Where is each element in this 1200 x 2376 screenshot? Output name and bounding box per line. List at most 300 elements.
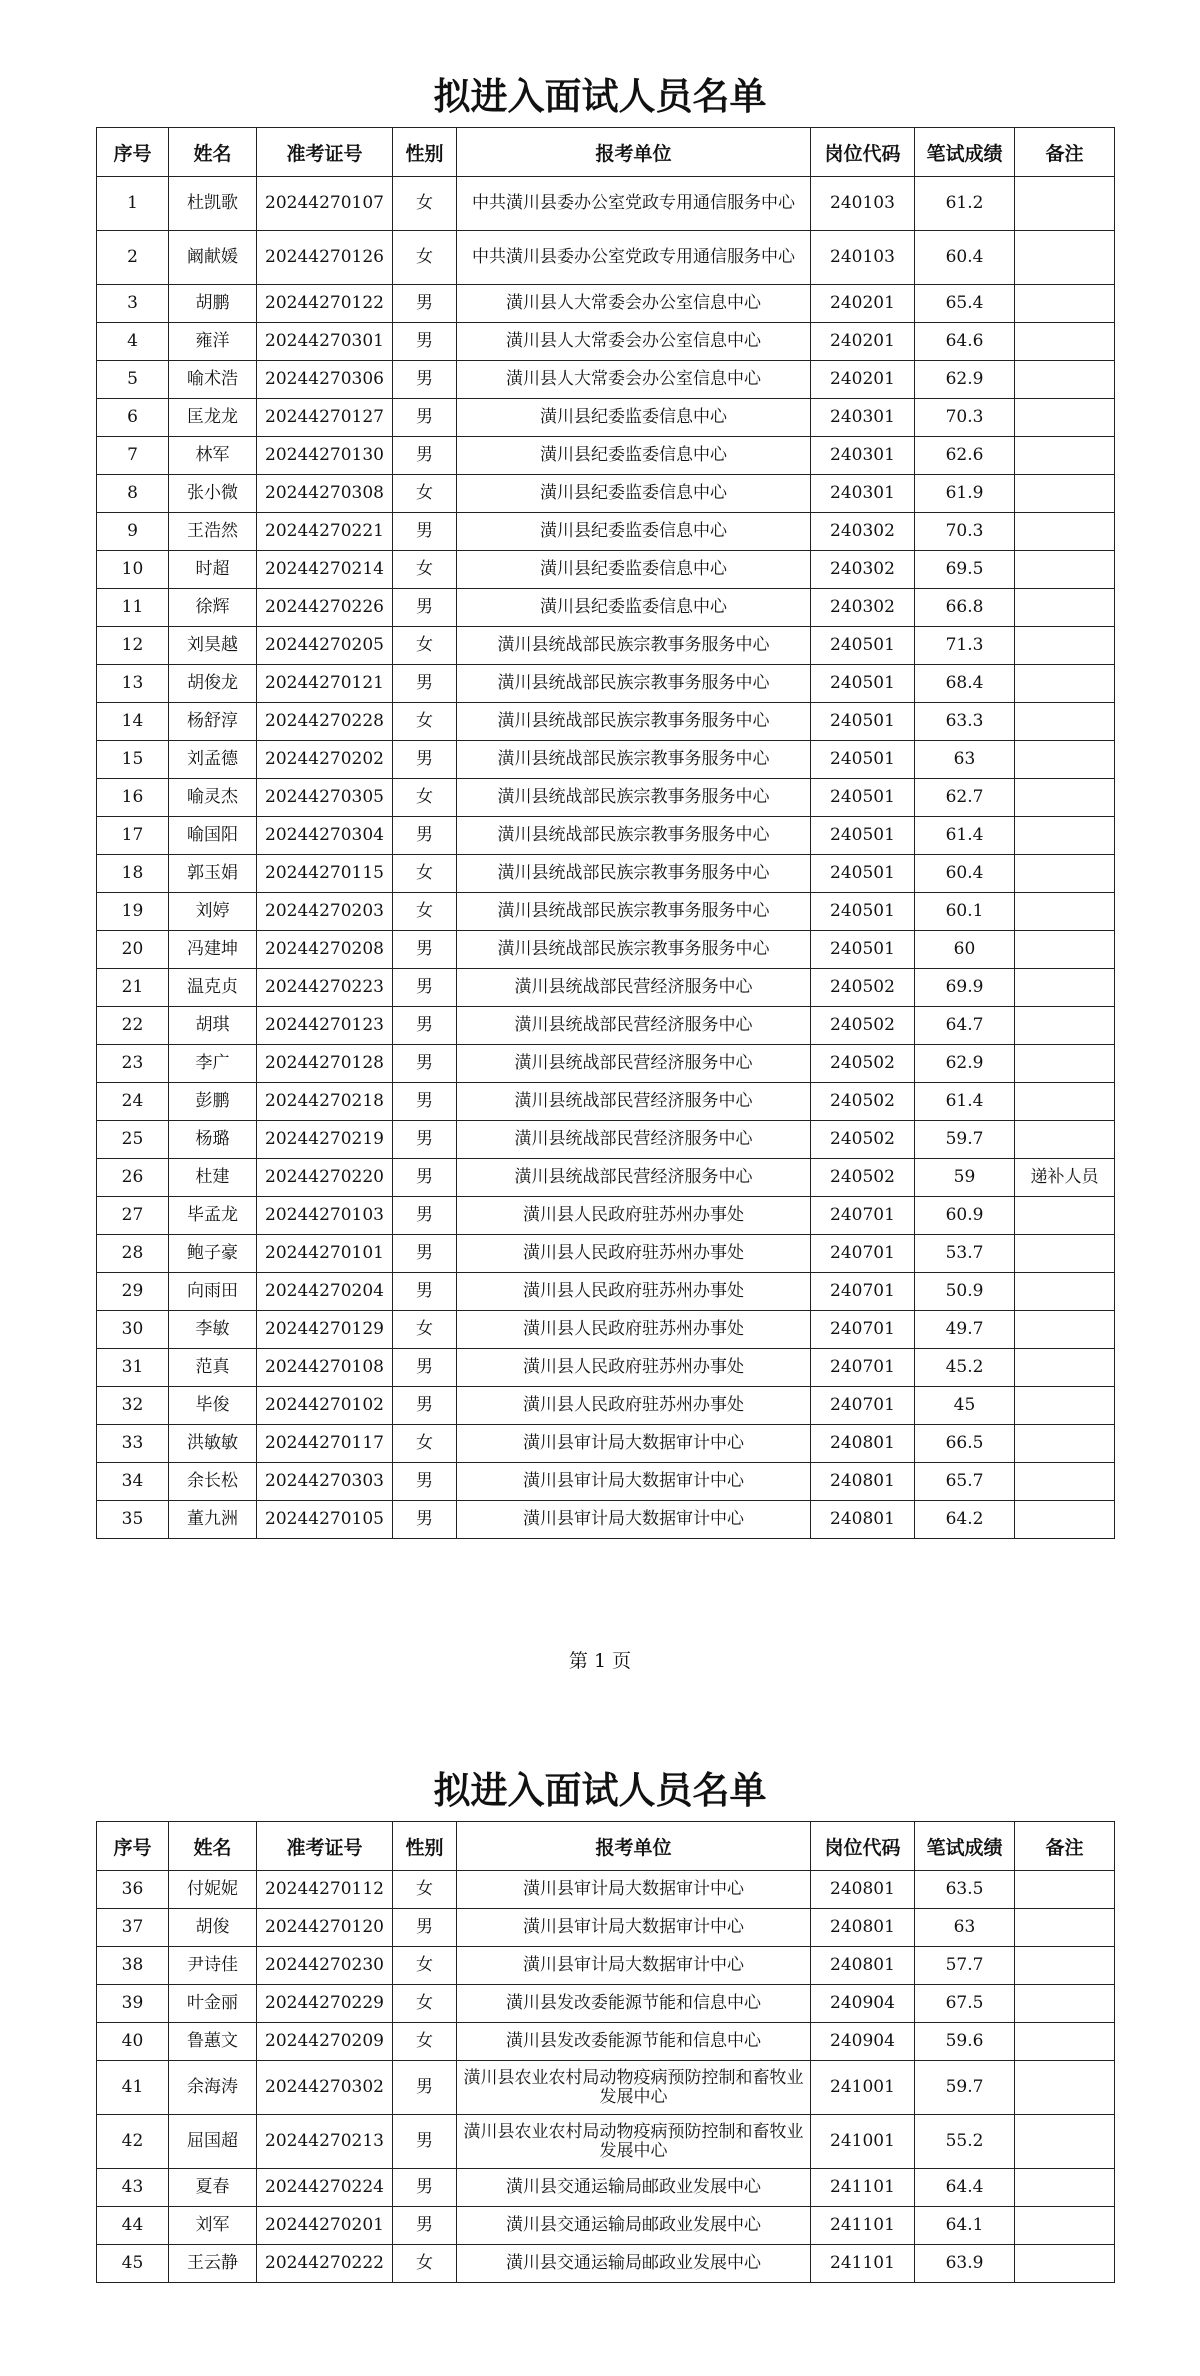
table-row [97, 177, 1115, 231]
table-row [97, 2023, 1115, 2061]
cell-index: 4 [97, 323, 169, 361]
cell-remarks [1015, 399, 1115, 437]
cell-remarks [1015, 1197, 1115, 1235]
cell-index: 27 [97, 1197, 169, 1235]
cell-name: 杨舒淳 [169, 703, 257, 741]
cell-unit: 潢川县审计局大数据审计中心 [457, 1425, 811, 1463]
page-title: 拟进入面试人员名单 [433, 75, 767, 118]
cell-gender: 女 [393, 2023, 457, 2061]
cell-index: 36 [97, 1871, 169, 1909]
cell-remarks [1015, 627, 1115, 665]
table-header-row [97, 1822, 1115, 1871]
cell-score: 68.4 [915, 665, 1015, 703]
cell-index: 22 [97, 1007, 169, 1045]
column-header-remarks: 备注 [1015, 128, 1115, 177]
cell-gender: 男 [393, 931, 457, 969]
cell-unit: 潢川县审计局大数据审计中心 [457, 1501, 811, 1539]
table-row [97, 399, 1115, 437]
cell-remarks [1015, 231, 1115, 285]
column-header-post-code: 岗位代码 [811, 1822, 915, 1871]
cell-gender: 女 [393, 627, 457, 665]
cell-score: 62.9 [915, 1045, 1015, 1083]
cell-exam-id: 20244270218 [257, 1083, 393, 1121]
table-row [97, 1007, 1115, 1045]
cell-unit: 潢川县统战部民族宗教事务服务中心 [457, 779, 811, 817]
cell-post-code: 240302 [811, 513, 915, 551]
cell-score: 59 [915, 1159, 1015, 1197]
cell-name: 刘孟德 [169, 741, 257, 779]
cell-exam-id: 20244270226 [257, 589, 393, 627]
cell-remarks [1015, 931, 1115, 969]
cell-score: 53.7 [915, 1235, 1015, 1273]
cell-score: 60.1 [915, 893, 1015, 931]
cell-name: 张小微 [169, 475, 257, 513]
cell-exam-id: 20244270108 [257, 1349, 393, 1387]
cell-remarks [1015, 1007, 1115, 1045]
cell-post-code: 240701 [811, 1273, 915, 1311]
cell-index: 28 [97, 1235, 169, 1273]
cell-index: 2 [97, 231, 169, 285]
cell-post-code: 240501 [811, 665, 915, 703]
cell-remarks [1015, 361, 1115, 399]
cell-name: 郭玉娟 [169, 855, 257, 893]
cell-name: 杜凯歌 [169, 177, 257, 231]
cell-post-code: 241101 [811, 2169, 915, 2207]
cell-remarks [1015, 1083, 1115, 1121]
cell-exam-id: 20244270112 [257, 1871, 393, 1909]
cell-unit: 潢川县统战部民营经济服务中心 [457, 1121, 811, 1159]
cell-post-code: 240701 [811, 1197, 915, 1235]
cell-name: 董九洲 [169, 1501, 257, 1539]
cell-score: 64.4 [915, 2169, 1015, 2207]
cell-unit: 潢川县发改委能源节能和信息中心 [457, 2023, 811, 2061]
cell-remarks [1015, 1985, 1115, 2023]
cell-index: 26 [97, 1159, 169, 1197]
table-row [97, 231, 1115, 285]
cell-exam-id: 20244270103 [257, 1197, 393, 1235]
cell-unit: 潢川县统战部民族宗教事务服务中心 [457, 893, 811, 931]
cell-remarks [1015, 1311, 1115, 1349]
cell-exam-id: 20244270205 [257, 627, 393, 665]
cell-exam-id: 20244270105 [257, 1501, 393, 1539]
cell-unit: 潢川县审计局大数据审计中心 [457, 1871, 811, 1909]
cell-index: 1 [97, 177, 169, 231]
table-row [97, 1045, 1115, 1083]
cell-post-code: 240501 [811, 931, 915, 969]
cell-name: 余长松 [169, 1463, 257, 1501]
cell-exam-id: 20244270223 [257, 969, 393, 1007]
cell-gender: 男 [393, 1121, 457, 1159]
cell-score: 64.7 [915, 1007, 1015, 1045]
cell-gender: 女 [393, 1425, 457, 1463]
cell-post-code: 240301 [811, 399, 915, 437]
table-row [97, 589, 1115, 627]
table-row [97, 1985, 1115, 2023]
table-row [97, 931, 1115, 969]
cell-remarks [1015, 2061, 1115, 2115]
cell-unit: 潢川县统战部民营经济服务中心 [457, 1045, 811, 1083]
cell-score: 57.7 [915, 1947, 1015, 1985]
cell-score: 64.2 [915, 1501, 1015, 1539]
cell-post-code: 240201 [811, 285, 915, 323]
cell-name: 胡俊 [169, 1909, 257, 1947]
cell-score: 59.7 [915, 2061, 1015, 2115]
cell-index: 43 [97, 2169, 169, 2207]
cell-index: 14 [97, 703, 169, 741]
cell-score: 45.2 [915, 1349, 1015, 1387]
cell-gender: 男 [393, 513, 457, 551]
cell-post-code: 240502 [811, 1083, 915, 1121]
column-header-gender: 性别 [393, 1822, 457, 1871]
cell-unit: 中共潢川县委办公室党政专用通信服务中心 [457, 177, 811, 231]
table-row [97, 855, 1115, 893]
cell-remarks [1015, 1425, 1115, 1463]
cell-exam-id: 20244270203 [257, 893, 393, 931]
cell-post-code: 240502 [811, 1159, 915, 1197]
cell-remarks [1015, 285, 1115, 323]
cell-index: 12 [97, 627, 169, 665]
table-row [97, 1871, 1115, 1909]
cell-post-code: 240501 [811, 893, 915, 931]
column-header-unit: 报考单位 [457, 1822, 811, 1871]
cell-name: 范真 [169, 1349, 257, 1387]
cell-remarks [1015, 1045, 1115, 1083]
cell-unit: 潢川县审计局大数据审计中心 [457, 1909, 811, 1947]
cell-gender: 男 [393, 437, 457, 475]
cell-gender: 男 [393, 1159, 457, 1197]
cell-score: 63 [915, 741, 1015, 779]
cell-name: 喻术浩 [169, 361, 257, 399]
cell-remarks [1015, 1909, 1115, 1947]
page-number: 第 1 页 [568, 1650, 632, 1672]
table-row [97, 1159, 1115, 1197]
cell-score: 62.7 [915, 779, 1015, 817]
cell-exam-id: 20244270222 [257, 2245, 393, 2283]
table-row [97, 2061, 1115, 2115]
cell-exam-id: 20244270229 [257, 1985, 393, 2023]
cell-post-code: 240501 [811, 703, 915, 741]
cell-name: 喻国阳 [169, 817, 257, 855]
cell-remarks [1015, 1235, 1115, 1273]
cell-score: 60.9 [915, 1197, 1015, 1235]
cell-index: 21 [97, 969, 169, 1007]
cell-remarks [1015, 703, 1115, 741]
cell-name: 洪敏敏 [169, 1425, 257, 1463]
cell-gender: 女 [393, 1947, 457, 1985]
cell-exam-id: 20244270115 [257, 855, 393, 893]
cell-remarks [1015, 779, 1115, 817]
column-header-index: 序号 [97, 128, 169, 177]
table-row [97, 1273, 1115, 1311]
cell-unit: 潢川县纪委监委信息中心 [457, 589, 811, 627]
cell-index: 29 [97, 1273, 169, 1311]
cell-unit: 潢川县统战部民族宗教事务服务中心 [457, 741, 811, 779]
cell-remarks [1015, 969, 1115, 1007]
cell-name: 毕俊 [169, 1387, 257, 1425]
cell-index: 16 [97, 779, 169, 817]
cell-exam-id: 20244270127 [257, 399, 393, 437]
cell-exam-id: 20244270128 [257, 1045, 393, 1083]
cell-index: 11 [97, 589, 169, 627]
cell-exam-id: 20244270305 [257, 779, 393, 817]
cell-name: 杜建 [169, 1159, 257, 1197]
cell-remarks [1015, 665, 1115, 703]
cell-gender: 男 [393, 1349, 457, 1387]
cell-exam-id: 20244270219 [257, 1121, 393, 1159]
table-row [97, 475, 1115, 513]
cell-name: 雍洋 [169, 323, 257, 361]
cell-name: 鲁蕙文 [169, 2023, 257, 2061]
cell-score: 69.5 [915, 551, 1015, 589]
cell-gender: 男 [393, 1235, 457, 1273]
cell-score: 62.6 [915, 437, 1015, 475]
column-header-remarks: 备注 [1015, 1822, 1115, 1871]
table-row [97, 1121, 1115, 1159]
cell-exam-id: 20244270306 [257, 361, 393, 399]
cell-gender: 男 [393, 2207, 457, 2245]
cell-gender: 男 [393, 1501, 457, 1539]
cell-score: 67.5 [915, 1985, 1015, 2023]
cell-unit: 潢川县人民政府驻苏州办事处 [457, 1387, 811, 1425]
table-row [97, 893, 1115, 931]
table-row [97, 1909, 1115, 1947]
cell-remarks [1015, 2115, 1115, 2169]
cell-remarks [1015, 1871, 1115, 1909]
candidate-table [96, 127, 1115, 1539]
cell-post-code: 240801 [811, 1871, 915, 1909]
cell-name: 鲍子豪 [169, 1235, 257, 1273]
cell-index: 24 [97, 1083, 169, 1121]
cell-post-code: 240701 [811, 1349, 915, 1387]
cell-name: 刘昊越 [169, 627, 257, 665]
table-row [97, 665, 1115, 703]
cell-post-code: 240302 [811, 551, 915, 589]
table-row [97, 1311, 1115, 1349]
table-row [97, 1349, 1115, 1387]
cell-name: 彭鹏 [169, 1083, 257, 1121]
cell-gender: 男 [393, 589, 457, 627]
column-header-score: 笔试成绩 [915, 128, 1015, 177]
cell-remarks [1015, 1387, 1115, 1425]
cell-remarks [1015, 551, 1115, 589]
cell-exam-id: 20244270220 [257, 1159, 393, 1197]
cell-post-code: 241101 [811, 2207, 915, 2245]
cell-index: 38 [97, 1947, 169, 1985]
cell-name: 刘军 [169, 2207, 257, 2245]
cell-score: 65.4 [915, 285, 1015, 323]
cell-gender: 女 [393, 1871, 457, 1909]
cell-index: 20 [97, 931, 169, 969]
cell-score: 64.6 [915, 323, 1015, 361]
cell-post-code: 241001 [811, 2115, 915, 2169]
cell-remarks [1015, 817, 1115, 855]
cell-index: 41 [97, 2061, 169, 2115]
cell-index: 8 [97, 475, 169, 513]
cell-gender: 男 [393, 285, 457, 323]
cell-unit: 潢川县纪委监委信息中心 [457, 513, 811, 551]
cell-name: 屈国超 [169, 2115, 257, 2169]
cell-gender: 男 [393, 1463, 457, 1501]
cell-post-code: 240302 [811, 589, 915, 627]
cell-name: 阚献媛 [169, 231, 257, 285]
cell-unit: 潢川县人民政府驻苏州办事处 [457, 1311, 811, 1349]
cell-name: 刘婷 [169, 893, 257, 931]
table-row [97, 2245, 1115, 2283]
cell-remarks [1015, 513, 1115, 551]
cell-gender: 男 [393, 817, 457, 855]
cell-name: 付妮妮 [169, 1871, 257, 1909]
cell-unit: 潢川县人大常委会办公室信息中心 [457, 285, 811, 323]
cell-remarks [1015, 177, 1115, 231]
cell-name: 王云静 [169, 2245, 257, 2283]
cell-gender: 女 [393, 893, 457, 931]
table-row [97, 1197, 1115, 1235]
cell-gender: 女 [393, 2245, 457, 2283]
cell-post-code: 240801 [811, 1909, 915, 1947]
cell-index: 34 [97, 1463, 169, 1501]
cell-gender: 女 [393, 475, 457, 513]
cell-score: 59.7 [915, 1121, 1015, 1159]
cell-remarks: 递补人员 [1015, 1159, 1115, 1197]
cell-exam-id: 20244270302 [257, 2061, 393, 2115]
cell-post-code: 240801 [811, 1501, 915, 1539]
cell-name: 李广 [169, 1045, 257, 1083]
cell-unit: 潢川县统战部民族宗教事务服务中心 [457, 817, 811, 855]
cell-exam-id: 20244270214 [257, 551, 393, 589]
table-row [97, 627, 1115, 665]
cell-exam-id: 20244270303 [257, 1463, 393, 1501]
cell-score: 60.4 [915, 231, 1015, 285]
cell-name: 余海涛 [169, 2061, 257, 2115]
table-row [97, 361, 1115, 399]
cell-remarks [1015, 2023, 1115, 2061]
cell-name: 李敏 [169, 1311, 257, 1349]
cell-post-code: 240701 [811, 1387, 915, 1425]
cell-post-code: 240501 [811, 779, 915, 817]
cell-post-code: 240801 [811, 1947, 915, 1985]
cell-post-code: 240501 [811, 741, 915, 779]
cell-unit: 潢川县统战部民族宗教事务服务中心 [457, 703, 811, 741]
cell-name: 尹诗佳 [169, 1947, 257, 1985]
cell-gender: 男 [393, 361, 457, 399]
cell-remarks [1015, 1121, 1115, 1159]
table-row [97, 1463, 1115, 1501]
cell-index: 32 [97, 1387, 169, 1425]
cell-unit: 潢川县统战部民族宗教事务服务中心 [457, 627, 811, 665]
cell-score: 45 [915, 1387, 1015, 1425]
cell-exam-id: 20244270230 [257, 1947, 393, 1985]
cell-score: 65.7 [915, 1463, 1015, 1501]
cell-remarks [1015, 1349, 1115, 1387]
cell-remarks [1015, 1273, 1115, 1311]
cell-gender: 女 [393, 703, 457, 741]
cell-index: 10 [97, 551, 169, 589]
cell-post-code: 240701 [811, 1311, 915, 1349]
cell-remarks [1015, 589, 1115, 627]
cell-gender: 男 [393, 2115, 457, 2169]
cell-score: 63.3 [915, 703, 1015, 741]
cell-gender: 男 [393, 1197, 457, 1235]
column-header-score: 笔试成绩 [915, 1822, 1015, 1871]
cell-score: 61.9 [915, 475, 1015, 513]
cell-gender: 男 [393, 1273, 457, 1311]
cell-name: 向雨田 [169, 1273, 257, 1311]
cell-unit: 潢川县人大常委会办公室信息中心 [457, 323, 811, 361]
cell-score: 69.9 [915, 969, 1015, 1007]
cell-index: 19 [97, 893, 169, 931]
cell-index: 23 [97, 1045, 169, 1083]
cell-exam-id: 20244270301 [257, 323, 393, 361]
cell-exam-id: 20244270224 [257, 2169, 393, 2207]
cell-exam-id: 20244270107 [257, 177, 393, 231]
cell-gender: 男 [393, 2061, 457, 2115]
cell-index: 25 [97, 1121, 169, 1159]
table-row [97, 285, 1115, 323]
cell-exam-id: 20244270201 [257, 2207, 393, 2245]
cell-remarks [1015, 2245, 1115, 2283]
cell-index: 35 [97, 1501, 169, 1539]
table-row [97, 1425, 1115, 1463]
cell-index: 6 [97, 399, 169, 437]
cell-unit: 潢川县人民政府驻苏州办事处 [457, 1349, 811, 1387]
table-row [97, 1387, 1115, 1425]
table-row [97, 1235, 1115, 1273]
cell-score: 61.4 [915, 1083, 1015, 1121]
cell-exam-id: 20244270117 [257, 1425, 393, 1463]
cell-gender: 男 [393, 399, 457, 437]
cell-remarks [1015, 2207, 1115, 2245]
cell-gender: 男 [393, 665, 457, 703]
cell-post-code: 240502 [811, 1121, 915, 1159]
table-row [97, 1501, 1115, 1539]
cell-index: 7 [97, 437, 169, 475]
cell-name: 夏春 [169, 2169, 257, 2207]
cell-gender: 男 [393, 741, 457, 779]
cell-gender: 男 [393, 1045, 457, 1083]
cell-name: 温克贞 [169, 969, 257, 1007]
cell-unit: 潢川县交通运输局邮政业发展中心 [457, 2169, 811, 2207]
cell-gender: 女 [393, 551, 457, 589]
table-row [97, 437, 1115, 475]
cell-gender: 男 [393, 969, 457, 1007]
cell-remarks [1015, 893, 1115, 931]
column-header-exam-id: 准考证号 [257, 128, 393, 177]
cell-remarks [1015, 1947, 1115, 1985]
cell-index: 9 [97, 513, 169, 551]
cell-name: 叶金丽 [169, 1985, 257, 2023]
cell-post-code: 240501 [811, 855, 915, 893]
cell-score: 61.4 [915, 817, 1015, 855]
table-row [97, 2169, 1115, 2207]
cell-exam-id: 20244270122 [257, 285, 393, 323]
cell-score: 66.5 [915, 1425, 1015, 1463]
cell-exam-id: 20244270120 [257, 1909, 393, 1947]
cell-name: 胡俊龙 [169, 665, 257, 703]
cell-score: 66.8 [915, 589, 1015, 627]
cell-remarks [1015, 2169, 1115, 2207]
cell-index: 5 [97, 361, 169, 399]
cell-gender: 女 [393, 177, 457, 231]
cell-name: 匡龙龙 [169, 399, 257, 437]
cell-score: 59.6 [915, 2023, 1015, 2061]
cell-unit: 潢川县统战部民营经济服务中心 [457, 1159, 811, 1197]
cell-unit: 潢川县纪委监委信息中心 [457, 475, 811, 513]
cell-gender: 男 [393, 1083, 457, 1121]
column-header-post-code: 岗位代码 [811, 128, 915, 177]
cell-index: 45 [97, 2245, 169, 2283]
column-header-gender: 性别 [393, 128, 457, 177]
cell-index: 13 [97, 665, 169, 703]
